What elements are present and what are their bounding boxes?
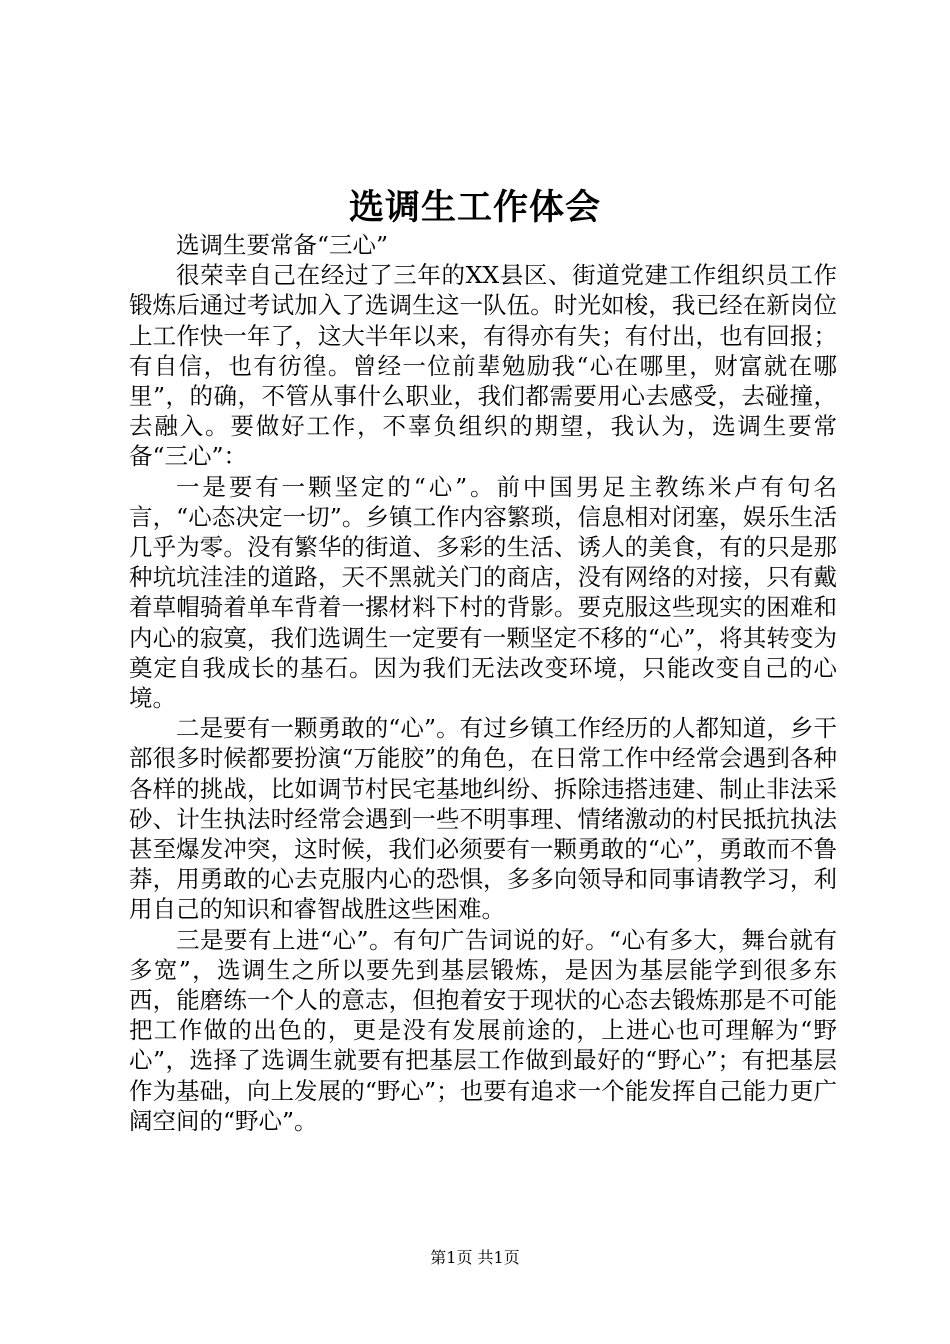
- paragraph-firm-heart: 一是要有一颗坚定的“心”。前中国男足主教练米卢有句名言，“心态决定一切”。乡镇工作内容繁琐，信息相对闭塞，娱乐生活几乎为零。没有繁华的街道、多彩的生活、诱人的美食，有的只是那种坑坑洼洼的道路，天不黑就关门的商店，没有网络的对接，只有戴着草帽骑着单车背着一摞材料下村的背影。要克服这些现实的困难和内心的寂寞，我们选调生一定要有一颗坚定不移的“心”，将其转变为奠定自我成长的基石。因为我们无法改变环境，只能改变自己的心境。: [129, 472, 837, 713]
- paragraph-ambition: 三是要有上进“心”。有句广告词说的好。“心有多大，舞台就有多宽”，选调生之所以要先到基层锻炼，是因为基层能学到很多东西，能磨练一个人的意志，但抱着安于现状的心态去锻炼那是不可能把工作做的出色的，更是没有发展前途的，上进心也可理解为“野心”，选择了选调生就要有把基层工作做到最好的“野心”；有把基层作为基础，向上发展的“野心”；也要有追求一个能发挥自己能力更广阔空间的“野心”。: [129, 925, 837, 1135]
- document-body: [129, 230, 837, 1136]
- paragraph-brave-heart: 二是要有一颗勇敢的“心”。有过乡镇工作经历的人都知道，乡干部很多时候都要扮演“万能胶”的角色，在日常工作中经常会遇到各种各样的挑战，比如调节村民宅基地纠纷、拆除违搭违建、制止非法采砂、计生执法时经常会遇到一些不明事理、情绪激动的村民抵抗执法甚至爆发冲突，这时候，我们必须要有一颗勇敢的“心”，勇敢而不鲁莽，用勇敢的心去克服内心的恐惧，多多向领导和同事请教学习，利用自己的知识和睿智战胜这些困难。: [129, 714, 837, 924]
- paragraph-intro: 很荣幸自己在经过了三年的XX县区、街道党建工作组织员工作锻炼后通过考试加入了选调生这一队伍。时光如梭，我已经在新岗位上工作快一年了，这大半年以来，有得亦有失；有付出，也有回报；有自信，也有彷徨。曾经一位前辈勉励我“心在哪里，财富就在哪里”，的确，不管从事什么职业，我们都需要用心去感受，去碰撞，去融入。要做好工作，不辜负组织的期望，我认为，选调生要常备“三心”：: [129, 261, 837, 471]
- page-number-footer: 第1页 共1页: [430, 1248, 520, 1267]
- document-title: 选调生工作体会: [348, 187, 601, 228]
- paragraph-subtitle: 选调生要常备“三心”: [176, 231, 389, 259]
